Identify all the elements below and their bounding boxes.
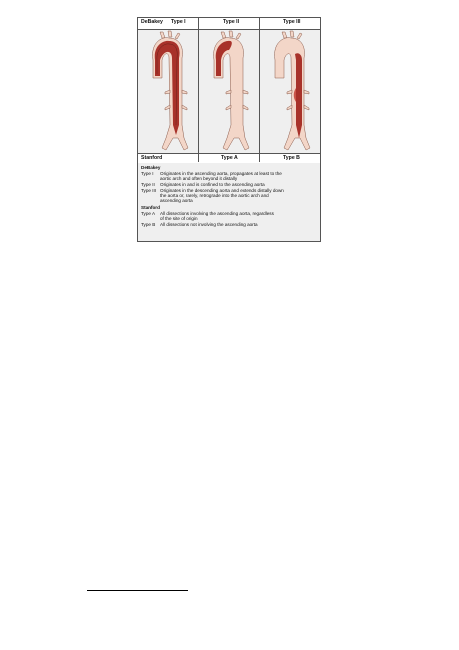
type-1-panel [138,30,198,153]
type-2-term: Type II [141,182,155,187]
type-1-desc-line-2: aortic arch and often beyond it distally [160,176,238,181]
stanford-label: Stanford [141,155,163,161]
type-3-panel [260,30,320,153]
type-a-desc-line-2: of the site of origin [160,216,198,221]
type-2-desc-line-1: Originates in and is confined to the ascending aorta [160,182,265,187]
debakey-heading: DeBakey [141,165,161,170]
type-b-label: Type B [283,155,300,161]
type-b-term: Type B [141,222,156,227]
type-2-panel [199,30,259,153]
aortic-dissection-figure [137,17,321,242]
type-a-desc-line-1: All dissections involving the ascending aorta, regardless [160,211,274,216]
type-3-aorta-illustration [260,30,320,153]
type-a-label: Type A [221,155,238,161]
debakey-header-label: DeBakey [141,19,163,25]
type-3-desc-line-3: ascending aorta [160,198,193,203]
type-2-header: Type II [223,19,240,25]
type-a-term: Type A [141,211,156,216]
type-3-term: Type III [141,188,157,193]
type-3-header: Type III [283,19,301,25]
classification-description [138,163,320,241]
type-1-header: Type I [171,19,186,25]
classification-header [138,18,320,30]
type-1-aorta-illustration [138,30,198,153]
type-1-term: Type I [141,171,154,176]
type-3-desc-line-1: Originates in the descending aorta and extends distally down [160,188,284,193]
type-1-desc-line-1: Originates in the ascending aorta, propagates at least to the [160,171,282,176]
type-3-desc-line-2: the aorta or, rarely, retrograde into the aortic arch and [160,193,269,198]
footnote-separator [87,590,188,591]
type-b-desc-line-1: All dissections not involving the ascending aorta [160,222,258,227]
stanford-heading: Stanford [141,205,160,210]
type-2-aorta-illustration [199,30,259,153]
